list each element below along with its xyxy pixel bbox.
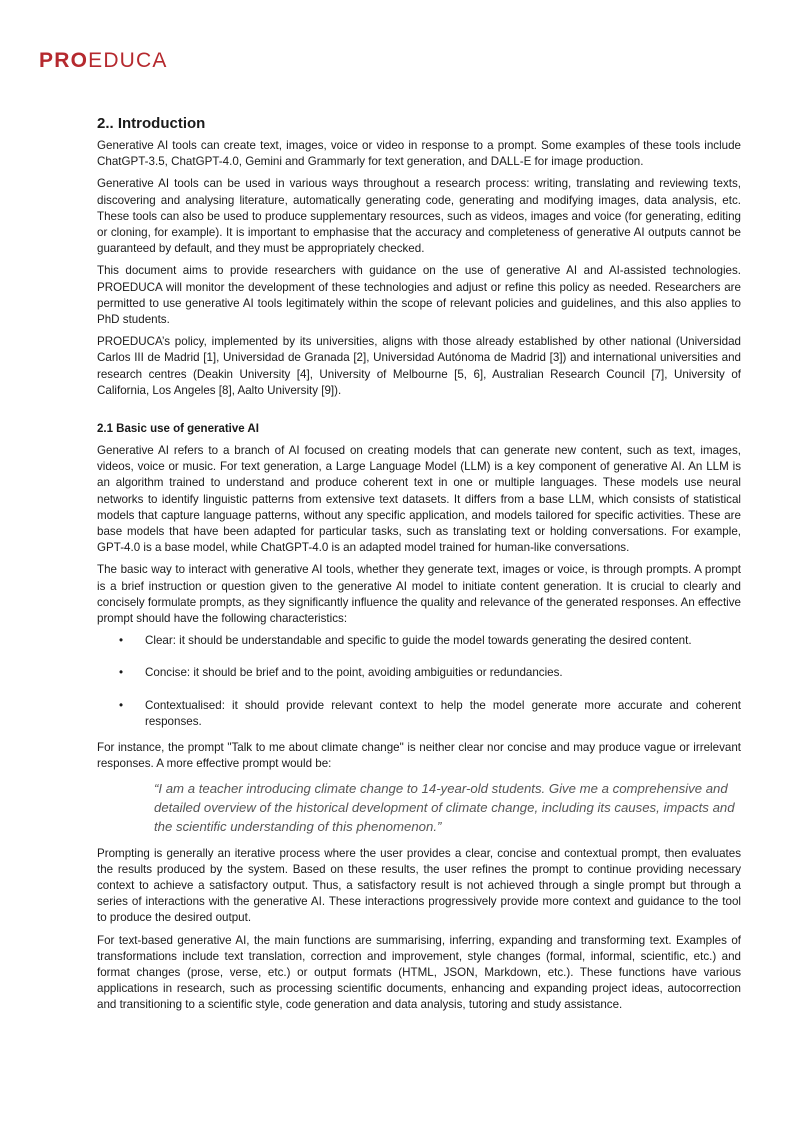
example-intro-paragraph: For instance, the prompt "Talk to me about climate change" is neither clear nor concise and may produce vague or irrelevant responses. A more effective prompt would be: — [97, 741, 741, 771]
characteristics-list — [97, 633, 741, 730]
list-item-text: Clear: it should be understandable and specific to guide the model towards generating the desired content. — [145, 634, 692, 648]
bullet-icon: • — [119, 666, 124, 680]
list-item — [97, 665, 741, 681]
section-title: 2.. Introduction — [97, 115, 206, 132]
body-paragraph: For text-based generative AI, the main functions are summarising, inferring, expanding and transforming text. Examples of transformations include text translation, correction and improvement, style changes (formal, informal, scientific, etc.) and format changes (prose, verse, etc.) or output formats (HTML, JSON, Markdown, etc.). These functions have various applications in research, such as processing scientific documents, enhancing and expanding project ideas, autocorrection and transitioning to a scientific style, code generation and data analysis, tutoring and study assistance. — [97, 933, 741, 1012]
intro-paragraph: This document aims to provide researchers with guidance on the use of generative AI and AI-assisted technologies. PROEDUCA will monitor the development of these technologies and adjust or refine this policy as needed. Researchers are permitted to use generative AI tools legitimately within the scope of relevant policies and guidelines, and this also applies to PhD students. — [97, 264, 741, 327]
proeduca-logo — [39, 49, 168, 73]
example-prompt-quote: “I am a teacher introducing climate change to 14-year-old students. Give me a comprehensive and detailed overview of the historical development of climate change, including its causes, impacts and the scientific understanding of this phenomenon.” — [154, 780, 735, 834]
logo-bold-part: PRO — [39, 49, 89, 72]
list-item — [97, 698, 741, 730]
list-item — [97, 633, 741, 649]
list-item-text: Contextualised: it should provide relevant context to help the model generate more accurate and coherent responses. — [145, 698, 741, 728]
document-body — [97, 114, 741, 1020]
body-paragraph: Generative AI refers to a branch of AI focused on creating models that can generate new content, such as text, images, videos, voice or music. For text generation, a Large Language Model (LLM) is a key component of generative AI. An LLM is an algorithm trained to understand and produce coherent text in one or multiple languages. These models use neural networks to identify linguistic patterns from extensive text datasets. It differs from a base LLM, which consists of statistical models that capture language patterns, without any specific application, and models tailored for specific activities. These are base models that have been adapted for particular tasks, such as translating text or holding conversations. For example, GPT-4.0 is a base model, while ChatGPT-4.0 is an adapted model trained for human-like conversations. — [97, 444, 741, 555]
subsection-title: 2.1 Basic use of generative AI — [97, 423, 259, 436]
bullet-icon: • — [119, 698, 124, 712]
intro-paragraph: Generative AI tools can create text, images, voice or video in response to a prompt. Some examples of these tools include ChatGPT-3.5, ChatGPT-4.0, Gemini and Grammarly for text generation, and DALL-E for image production. — [97, 139, 741, 169]
bullet-icon: • — [119, 634, 124, 648]
body-paragraph: The basic way to interact with generative AI tools, whether they generate text, images or voice, is through prompts. A prompt is a brief instruction or question given to the generative AI model to initiate content generation. It is crucial to clearly and concisely formulate prompts, as they significantly influence the quality and relevance of the generated responses. An effective prompt should have the following characteristics: — [97, 563, 741, 626]
list-item-text: Concise: it should be brief and to the point, avoiding ambiguities or redundancies. — [145, 666, 563, 680]
intro-paragraph: Generative AI tools can be used in various ways throughout a research process: writing, translating and reviewing texts, discovering and analysing literature, automatically generating code, generating and modifying images, data analysis, etc. These tools can also be used to produce supplementary resources, such as videos, images and voice (for generating, editing or cloning, for example). It is important to emphasise that the accuracy and completeness of generative AI outputs cannot be guaranteed by default, and they must be appropriately checked. — [97, 177, 741, 256]
logo-light-part: EDUCA — [88, 49, 168, 72]
intro-paragraph: PROEDUCA’s policy, implemented by its universities, aligns with those already established by other national (Universidad Carlos III de Madrid [1], Universidad de Granada [2], Universidad Autónoma de Madrid [3]) and international universities and research centres (Deakin University [4], University of Melbourne [5, 6], Australian Research Council [7], University of California, Los Angeles [8], Aalto University [9]). — [97, 335, 741, 397]
body-paragraph: Prompting is generally an iterative process where the user provides a clear, concise and contextual prompt, then evaluates the results produced by the system. Based on these results, the user refines the prompt to continue providing necessary context to achieve a satisfactory output. Thus, a satisfactory result is not achieved through a single prompt but through a series of interactions with the generative AI. These interactions progressively provide more context and guidance to the tool to produce the desired output. — [97, 846, 741, 925]
